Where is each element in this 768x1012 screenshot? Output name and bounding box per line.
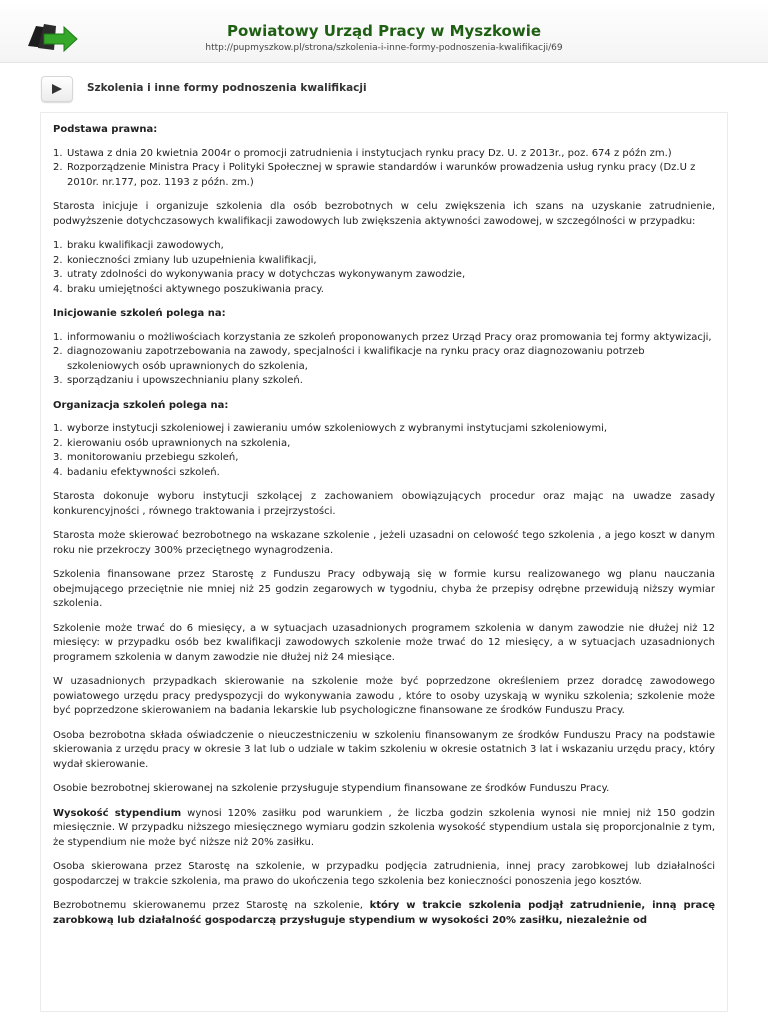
starosta-intro: Starosta inicjuje i organizuje szkolenia dla osób bezrobotnych w celu zwiększenia ich szans na uzyskanie zatrudnienie, podwyższenie dotychczasowych kwalifikacji zawodowych lub zwiększenia aktywności zawodowej, w szczególności w przypadku: (53, 201, 715, 227)
list-item: 1. wyborze instytucji szkoleniowej i zawieraniu umów szkoleniowych z wybranymi instytucjami szkoleniowymi, (53, 423, 608, 434)
paragraph-fund: Szkolenia finansowane przez Starostę z Funduszu Pracy odbywają się w formie kursu realizowanego wg planu nauczania obejmującego przeciętnie nie mniej niż 25 godzin zegarowych w tygodniu, chyba że przepisy odrębne przewidują niższy wymiar szkolenia. (53, 569, 715, 609)
cases-list (53, 239, 715, 297)
paragraph-dropout: Osoba skierowana przez Starostę na szkolenie, w przypadku podjęcia zatrudnienia, innej pracy zarobkowej lub działalności gospodarczej w trakcie szkolenia, ma prawo do ukończenia tego szkolenia bez konieczności ponoszenia jego kosztów. (53, 861, 715, 887)
page-title: Szkolenia i inne formy podnoszenia kwalifikacji (87, 82, 367, 94)
list-item: 1. Ustawa z dnia 20 kwietnia 2004r o promocji zatrudnienia i instytucjach rynku pracy Dz. U. z 2013r., poz. 674 z późn zm.) (53, 147, 672, 159)
paragraph-direct: Starosta może skierować bezrobotnego na wskazane szkolenie , jeżeli uzasadni on celowość tego szkolenia , a jego koszt w danym roku nie przekroczy 300% przeciętnego wynagrodzenia. (53, 530, 715, 556)
list-item: 2. kierowaniu osób uprawnionych na szkolenia, (53, 437, 291, 449)
paragraph-justified: W uzasadnionych przypadkach skierowanie na szkolenie może być poprzedzone określeniem przez doradcę zawodowego powiatowego urzędu pracy predyspozycji do wykonywania zawodu , które to osoby uzyskają w wyniku szkolenia; szkolenie może być poprzedzone skierowaniem na badania lekarskie lub psychologiczne finansowane ze środków Funduszu Pracy. (53, 676, 715, 716)
site-header (0, 0, 768, 63)
page-url[interactable]: http://pupmyszkow.pl/strona/szkolenia-i-inne-formy-podnoszenia-kwalifikacji/69 (205, 43, 563, 53)
legal-basis-list (53, 147, 715, 191)
stipend-amount-label: Wysokość stypendium (53, 807, 182, 819)
list-item: 1. braku kwalifikacji zawodowych, (53, 240, 224, 251)
site-title[interactable]: Powiatowy Urząd Pracy w Myszkowie (226, 22, 542, 40)
list-item: 3. utraty zdolności do wykonywania pracy w dotychczas wykonywanym zawodzie, (53, 269, 466, 280)
employed-stipend-text: który w trakcie szkolenia podjął zatrudnienie, inną pracę zarobkową lub działalność gospodarczą przysługuje stypendium w wysokości 20% zasiłku, niezależnie od (53, 900, 715, 926)
legal-basis-heading: Podstawa prawna: (53, 124, 158, 135)
initiation-list (53, 331, 715, 389)
list-item: 2. Rozporządzenie Ministra Pracy i Polityki Społecznej w sprawie standardów i warunków prowadzenia usług rynku pracy (Dz.U z 2010r. nr.177, poz. 1193 z późn. zm.) (53, 162, 696, 188)
initiation-heading: Inicjowanie szkoleń polega na: (53, 308, 226, 319)
organization-heading: Organizacja szkoleń polega na: (53, 399, 229, 411)
list-item: 1. informowaniu o możliwościach korzystania ze szkoleń proponowanych przez Urząd Pracy oraz promowania tej formy aktywizacji, (53, 331, 712, 343)
play-button[interactable] (41, 76, 73, 102)
paragraph-employed: Bezrobotnemu skierowanemu przez Starostę na szkolenie, który w trakcie szkolenia podjął zatrudnienie, inną pracę zarobkową lub działalność gospodarczą przysługuje stypendium w wysokości 20% zasiłku, niezależnie od (53, 900, 715, 926)
paragraph-stipend-amount: Wysokość stypendium wynosi 120% zasiłku pod warunkiem , że liczba godzin szkolenia wynosi nie mniej niż 150 godzin miesięcznie. W przypadku niższego miesięcznego wymiaru godzin szkolenia wysokość stypendium ustala się proporcjonalnie z tym, że stypendium nie może być niższe niż 20% zasiłku. (53, 807, 715, 848)
list-item: 2. konieczności zmiany lub uzupełnienia kwalifikacji, (53, 254, 317, 266)
play-arrow-icon (51, 83, 63, 95)
organization-list (53, 422, 715, 480)
list-item: 4. badaniu efektywności szkoleń. (53, 466, 220, 478)
paragraph-duration: Szkolenie może trwać do 6 miesięcy, a w sytuacjach uzasadnionych programem szkolenia w danym zawodzie nie dłużej niż 12 miesięcy: w przypadku osób bez kwalifikacji zawodowych szkolenie może trwać do 12 miesięcy, a w sytuacjach uzasadnionych programem szkolenia w danym zawodzie nie dłużej niż 24 miesiące. (53, 622, 715, 663)
article-content (40, 112, 728, 1012)
paragraph-certificate: Osoba bezrobotna składa oświadczenie o nieuczestniczeniu w szkoleniu finansowanym ze środków Funduszu Pracy na podstawie skierowania z urzędu pracy w okresie 3 lat lub o udziale w takim szkoleniu w okresie ostatnich 3 lat i wskazaniu urzędu pracy, który wydał skierowanie. (53, 729, 715, 770)
paragraph-stipend: Osobie bezrobotnej skierowanej na szkolenie przysługuje stypendium finansowane ze środków Funduszu Pracy. (53, 783, 610, 794)
list-item: 4. braku umiejętności aktywnego poszukiwania pracy. (53, 283, 324, 295)
list-item: 2. diagnozowaniu zapotrzebowania na zawody, specjalności i kwalifikacje na rynku pracy oraz diagnozowaniu potrzeb szkoleniowych osób uprawnionych do szkolenia, (53, 346, 645, 372)
list-item: 3. monitorowaniu przebiegu szkoleń, (53, 452, 239, 463)
list-item: 3. sporządzaniu i upowszechnianiu plany szkoleń. (53, 375, 303, 386)
paragraph-choice: Starosta dokonuje wyboru instytucji szkolącej z zachowaniem obowiązujących procedur oraz mając na uwadze zasady konkurencyjności , równego traktowania i przejrzystości. (53, 491, 715, 517)
